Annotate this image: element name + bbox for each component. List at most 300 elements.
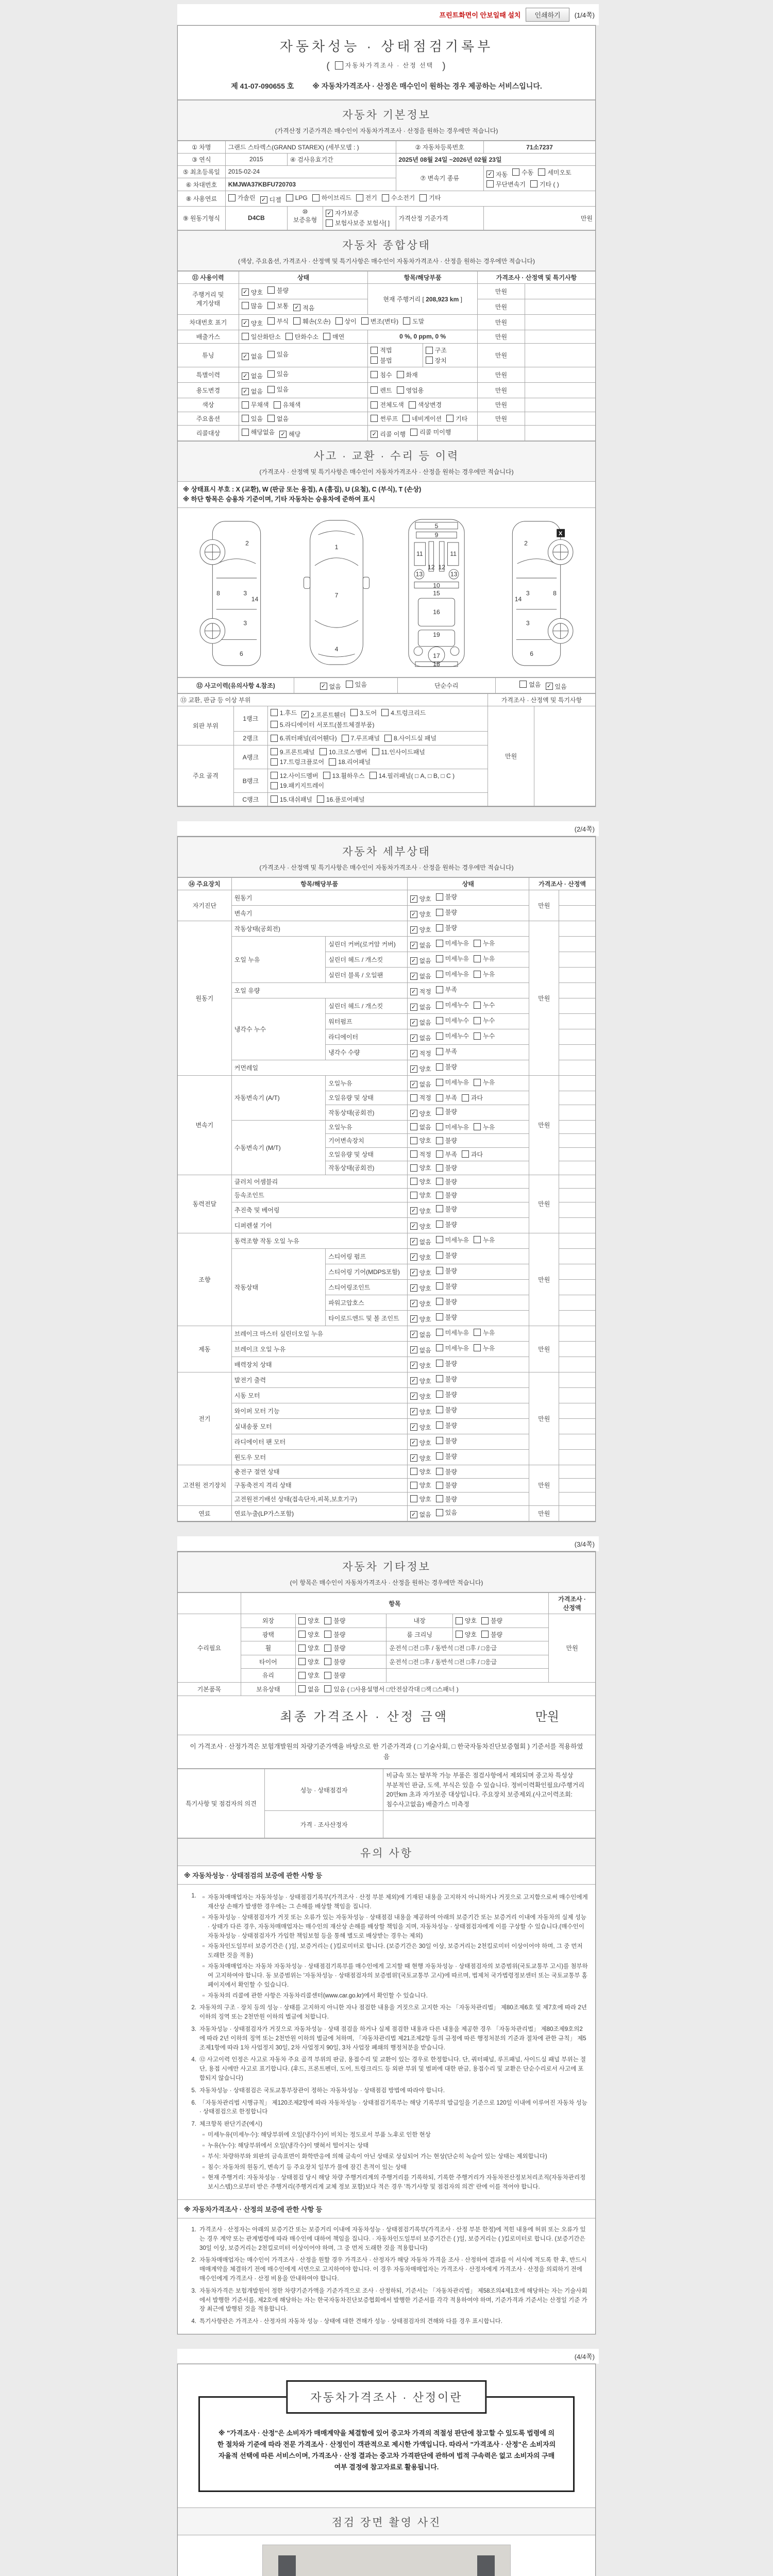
note-cell[interactable] <box>559 1357 595 1372</box>
checkbox-option[interactable] <box>410 1423 431 1432</box>
unchecked-checkbox-icon[interactable] <box>326 219 333 227</box>
note-cell[interactable] <box>559 1014 595 1029</box>
unchecked-checkbox-icon[interactable] <box>410 429 417 436</box>
checkbox-option[interactable] <box>410 1238 431 1246</box>
note-cell[interactable] <box>559 998 595 1014</box>
checkbox-option[interactable] <box>371 400 404 409</box>
checkbox-option[interactable] <box>298 1643 320 1652</box>
unchecked-checkbox-icon[interactable] <box>228 194 236 201</box>
unchecked-checkbox-icon[interactable] <box>323 333 330 340</box>
note-cell[interactable] <box>559 1310 595 1326</box>
unchecked-checkbox-icon[interactable] <box>474 955 481 962</box>
checkbox-option[interactable] <box>298 1616 320 1625</box>
unchecked-checkbox-icon[interactable] <box>286 194 293 201</box>
checkbox-option[interactable] <box>410 1268 431 1277</box>
unchecked-checkbox-icon[interactable] <box>456 1631 463 1638</box>
unchecked-checkbox-icon[interactable] <box>410 1164 417 1172</box>
checkbox-option[interactable] <box>410 1064 431 1073</box>
unchecked-checkbox-icon[interactable] <box>436 1251 443 1259</box>
checkbox-option[interactable] <box>436 1093 457 1102</box>
checkbox-option[interactable] <box>436 1375 457 1383</box>
note-cell[interactable] <box>559 1120 595 1134</box>
checkbox-option[interactable] <box>530 180 559 189</box>
checked-checkbox-icon[interactable]: ✓ <box>410 926 417 934</box>
print-button[interactable]: 인쇄하기 <box>526 8 569 22</box>
checkbox-option[interactable] <box>271 720 375 729</box>
checked-checkbox-icon[interactable]: ✓ <box>410 1377 417 1384</box>
checkbox-option[interactable] <box>436 1359 457 1368</box>
checkbox-option[interactable] <box>512 168 533 177</box>
checkbox-option[interactable] <box>436 954 469 963</box>
unchecked-checkbox-icon[interactable] <box>436 1267 443 1274</box>
checkbox-option[interactable] <box>298 1685 320 1693</box>
unchecked-checkbox-icon[interactable] <box>436 940 443 947</box>
unchecked-checkbox-icon[interactable] <box>486 180 494 188</box>
checked-checkbox-icon[interactable]: ✓ <box>410 1207 417 1214</box>
checkbox-option[interactable] <box>271 771 318 780</box>
note-cell[interactable] <box>534 706 595 806</box>
checkbox-option[interactable] <box>410 1454 431 1463</box>
checkbox-option[interactable] <box>320 682 341 691</box>
note-cell[interactable] <box>559 1217 595 1233</box>
checkbox-option[interactable] <box>474 1078 495 1087</box>
unchecked-checkbox-icon[interactable] <box>481 1631 489 1638</box>
unchecked-checkbox-icon[interactable] <box>346 681 353 688</box>
checked-checkbox-icon[interactable]: ✓ <box>242 319 249 327</box>
unchecked-checkbox-icon[interactable] <box>436 1406 443 1413</box>
checkbox-option[interactable] <box>371 430 406 438</box>
unchecked-checkbox-icon[interactable] <box>474 971 481 978</box>
unchecked-checkbox-icon[interactable] <box>298 1672 306 1679</box>
note-cell[interactable] <box>525 412 595 426</box>
checked-checkbox-icon[interactable]: ✓ <box>371 431 378 438</box>
unchecked-checkbox-icon[interactable] <box>285 333 293 340</box>
checked-checkbox-icon[interactable]: ✓ <box>279 431 287 438</box>
note-cell[interactable] <box>525 344 595 367</box>
note-cell[interactable] <box>559 1326 595 1341</box>
unchecked-checkbox-icon[interactable] <box>267 317 275 325</box>
unchecked-checkbox-icon[interactable] <box>298 1631 306 1638</box>
checkbox-option[interactable] <box>436 1016 469 1025</box>
unchecked-checkbox-icon[interactable] <box>538 168 545 176</box>
checked-checkbox-icon[interactable]: ✓ <box>410 1238 417 1245</box>
checkbox-option[interactable] <box>436 1136 457 1145</box>
checkbox-option[interactable] <box>242 371 263 380</box>
unchecked-checkbox-icon[interactable] <box>320 748 327 755</box>
checkbox-option[interactable] <box>462 1150 483 1159</box>
checkbox-option[interactable] <box>298 1671 320 1680</box>
note-cell[interactable] <box>559 1202 595 1217</box>
checkbox-option[interactable] <box>436 970 469 978</box>
checked-checkbox-icon[interactable]: ✓ <box>260 196 267 204</box>
checked-checkbox-icon[interactable]: ✓ <box>410 1408 417 1415</box>
checked-checkbox-icon[interactable]: ✓ <box>410 1269 417 1276</box>
note-cell[interactable] <box>559 1295 595 1310</box>
unchecked-checkbox-icon[interactable] <box>324 1672 331 1679</box>
unchecked-checkbox-icon[interactable] <box>436 1421 443 1429</box>
unchecked-checkbox-icon[interactable] <box>474 1123 481 1130</box>
checkbox-option[interactable] <box>293 303 314 312</box>
unchecked-checkbox-icon[interactable] <box>384 735 392 742</box>
checkbox-option[interactable] <box>267 317 289 326</box>
checkbox-option[interactable] <box>474 1344 495 1352</box>
checkbox-option[interactable] <box>410 1163 431 1172</box>
note-cell[interactable] <box>559 1029 595 1045</box>
checkbox-option[interactable] <box>410 1467 431 1476</box>
unchecked-checkbox-icon[interactable] <box>267 370 275 378</box>
note-cell[interactable] <box>559 1147 595 1161</box>
checkbox-option[interactable] <box>382 193 415 202</box>
note-cell[interactable] <box>559 1506 595 1521</box>
unchecked-checkbox-icon[interactable] <box>436 971 443 978</box>
checkbox-option[interactable] <box>326 218 390 227</box>
checkbox-option[interactable] <box>285 332 318 341</box>
unchecked-checkbox-icon[interactable] <box>293 317 300 325</box>
checked-checkbox-icon[interactable]: ✓ <box>410 1454 417 1462</box>
checkbox-option[interactable] <box>481 1630 502 1639</box>
note-cell[interactable] <box>559 1449 595 1465</box>
checkbox-option[interactable] <box>486 170 508 179</box>
note-cell[interactable] <box>559 1045 595 1060</box>
checked-checkbox-icon[interactable]: ✓ <box>410 1004 417 1011</box>
checkbox-option[interactable] <box>410 1018 431 1027</box>
checkbox-option[interactable] <box>267 385 289 394</box>
unchecked-checkbox-icon[interactable] <box>426 347 433 354</box>
unchecked-checkbox-icon[interactable] <box>242 333 249 340</box>
unchecked-checkbox-icon[interactable] <box>436 1017 443 1024</box>
unchecked-checkbox-icon[interactable] <box>410 1150 417 1158</box>
checkbox-option[interactable] <box>381 708 426 717</box>
checkbox-option[interactable] <box>271 795 312 804</box>
unchecked-checkbox-icon[interactable] <box>530 180 537 188</box>
checkbox-option[interactable] <box>546 682 567 691</box>
note-cell[interactable] <box>559 1264 595 1279</box>
unchecked-checkbox-icon[interactable] <box>324 1685 331 1692</box>
checkbox-option[interactable] <box>436 1266 457 1275</box>
checkbox-option[interactable] <box>329 757 371 766</box>
checkbox-option[interactable] <box>279 430 300 438</box>
checkbox-option[interactable] <box>267 286 289 295</box>
checkbox-option[interactable] <box>481 1616 502 1625</box>
unchecked-checkbox-icon[interactable] <box>410 1178 417 1185</box>
checkbox-option[interactable] <box>456 1616 477 1625</box>
note-cell[interactable] <box>525 383 595 398</box>
unchecked-checkbox-icon[interactable] <box>323 772 330 779</box>
checked-checkbox-icon[interactable]: ✓ <box>293 304 300 311</box>
checkbox-option[interactable] <box>324 1630 345 1639</box>
note-cell[interactable] <box>559 1492 595 1506</box>
unchecked-checkbox-icon[interactable] <box>381 709 389 716</box>
checked-checkbox-icon[interactable]: ✓ <box>410 1423 417 1431</box>
checkbox-option[interactable] <box>242 387 263 396</box>
checkbox-option[interactable] <box>410 1033 431 1042</box>
note-cell[interactable] <box>559 890 595 906</box>
checkbox-option[interactable] <box>320 748 367 756</box>
unchecked-checkbox-icon[interactable] <box>409 401 416 409</box>
note-cell[interactable] <box>559 1248 595 1264</box>
checkbox-option[interactable] <box>436 1251 457 1260</box>
checkbox-option[interactable] <box>410 1315 431 1324</box>
note-cell[interactable] <box>559 1465 595 1479</box>
checkbox-option[interactable] <box>228 193 256 202</box>
unchecked-checkbox-icon[interactable] <box>410 1192 417 1199</box>
unchecked-checkbox-icon[interactable] <box>436 1002 443 1009</box>
unchecked-checkbox-icon[interactable] <box>436 1437 443 1444</box>
unchecked-checkbox-icon[interactable] <box>410 1094 417 1101</box>
unchecked-checkbox-icon[interactable] <box>436 1094 443 1101</box>
checkbox-option[interactable] <box>271 781 324 790</box>
checkbox-option[interactable] <box>371 370 392 379</box>
note-cell[interactable] <box>559 921 595 937</box>
checkbox-option[interactable] <box>286 194 308 201</box>
unchecked-checkbox-icon[interactable] <box>410 1482 417 1489</box>
checkbox-option[interactable] <box>356 193 377 202</box>
checkbox-option[interactable] <box>436 1405 457 1414</box>
unchecked-checkbox-icon[interactable] <box>410 1468 417 1475</box>
checkbox-option[interactable] <box>410 1361 431 1370</box>
checkbox-option[interactable] <box>436 1047 457 1056</box>
checked-checkbox-icon[interactable]: ✓ <box>410 1253 417 1261</box>
checkbox-option[interactable] <box>301 710 346 719</box>
unchecked-checkbox-icon[interactable] <box>436 1032 443 1040</box>
unchecked-checkbox-icon[interactable] <box>298 1685 306 1692</box>
checkbox-option[interactable] <box>371 356 392 365</box>
unchecked-checkbox-icon[interactable] <box>419 194 427 201</box>
checkbox-option[interactable] <box>436 1436 457 1445</box>
checked-checkbox-icon[interactable]: ✓ <box>410 1346 417 1353</box>
unchecked-checkbox-icon[interactable] <box>436 1344 443 1351</box>
checkbox-option[interactable] <box>410 1299 431 1308</box>
unchecked-checkbox-icon[interactable] <box>436 924 443 931</box>
checkbox-option[interactable] <box>350 708 377 717</box>
unchecked-checkbox-icon[interactable] <box>436 1360 443 1367</box>
unchecked-checkbox-icon[interactable] <box>474 1079 481 1086</box>
checkbox-option[interactable] <box>312 193 351 202</box>
note-cell[interactable] <box>559 1403 595 1418</box>
checked-checkbox-icon[interactable]: ✓ <box>301 711 309 718</box>
checkbox-option[interactable] <box>323 771 365 780</box>
unchecked-checkbox-icon[interactable] <box>436 1178 443 1185</box>
checkbox-option[interactable] <box>242 352 263 361</box>
checkbox-option[interactable] <box>436 1313 457 1321</box>
unchecked-checkbox-icon[interactable] <box>436 986 443 993</box>
checkbox-option[interactable] <box>436 1235 469 1244</box>
checkbox-option[interactable] <box>346 680 367 689</box>
checkbox-option[interactable] <box>436 1390 457 1399</box>
checkbox-option[interactable] <box>298 1630 320 1639</box>
unchecked-checkbox-icon[interactable] <box>436 1313 443 1320</box>
checkbox-option[interactable] <box>474 954 495 963</box>
unchecked-checkbox-icon[interactable] <box>436 1236 443 1243</box>
unchecked-checkbox-icon[interactable] <box>242 401 249 409</box>
checkbox-option[interactable] <box>267 414 289 423</box>
unchecked-checkbox-icon[interactable] <box>436 1329 443 1336</box>
checkbox-option[interactable] <box>324 1685 458 1693</box>
checkbox-option[interactable] <box>436 1481 457 1489</box>
checked-checkbox-icon[interactable]: ✓ <box>326 210 333 217</box>
note-cell[interactable] <box>559 1060 595 1076</box>
unchecked-checkbox-icon[interactable] <box>519 681 527 688</box>
checkbox-option[interactable] <box>474 970 495 978</box>
checkbox-option[interactable] <box>410 1377 431 1385</box>
checkbox-option[interactable] <box>410 1093 431 1102</box>
unchecked-checkbox-icon[interactable] <box>335 317 343 325</box>
checked-checkbox-icon[interactable]: ✓ <box>242 388 249 395</box>
checkbox-option[interactable] <box>242 332 281 341</box>
unchecked-checkbox-icon[interactable] <box>474 1329 481 1336</box>
checked-checkbox-icon[interactable]: ✓ <box>410 1050 417 1057</box>
unchecked-checkbox-icon[interactable] <box>436 1123 443 1130</box>
checkbox-option[interactable] <box>410 1123 431 1131</box>
unchecked-checkbox-icon[interactable] <box>512 168 519 176</box>
unchecked-checkbox-icon[interactable] <box>324 1631 331 1638</box>
checkbox-option[interactable] <box>474 1016 495 1025</box>
unchecked-checkbox-icon[interactable] <box>436 909 443 916</box>
unchecked-checkbox-icon[interactable] <box>298 1617 306 1624</box>
checked-checkbox-icon[interactable]: ✓ <box>410 1284 417 1292</box>
checkbox-option[interactable] <box>436 1421 457 1430</box>
checkbox-option[interactable] <box>436 1177 457 1186</box>
unchecked-checkbox-icon[interactable] <box>267 302 275 309</box>
checkbox-option[interactable] <box>436 1495 457 1503</box>
unchecked-checkbox-icon[interactable] <box>371 386 378 394</box>
checked-checkbox-icon[interactable]: ✓ <box>410 1019 417 1026</box>
unchecked-checkbox-icon[interactable] <box>274 401 281 409</box>
checkbox-option[interactable] <box>410 1495 431 1503</box>
note-cell[interactable] <box>559 1279 595 1295</box>
checkbox-option[interactable] <box>242 428 275 436</box>
checkbox-option[interactable] <box>410 1438 431 1447</box>
unchecked-checkbox-icon[interactable] <box>436 1391 443 1398</box>
checkbox-option[interactable] <box>436 1001 469 1009</box>
checked-checkbox-icon[interactable]: ✓ <box>410 1511 417 1518</box>
note-cell[interactable] <box>559 1341 595 1357</box>
note-cell[interactable] <box>559 1091 595 1105</box>
checkbox-option[interactable] <box>436 1191 457 1199</box>
checkbox-option[interactable] <box>410 1408 431 1416</box>
unchecked-checkbox-icon[interactable] <box>371 401 378 409</box>
unchecked-checkbox-icon[interactable] <box>324 1617 331 1624</box>
unchecked-checkbox-icon[interactable] <box>298 1645 306 1652</box>
unchecked-checkbox-icon[interactable] <box>372 748 379 755</box>
checkbox-option[interactable] <box>426 356 447 365</box>
unchecked-checkbox-icon[interactable] <box>436 1150 443 1158</box>
checkbox-option[interactable] <box>271 708 297 717</box>
unchecked-checkbox-icon[interactable] <box>369 772 377 779</box>
checkbox-option[interactable] <box>242 400 269 409</box>
checkbox-option[interactable] <box>410 987 431 996</box>
checkbox-option[interactable] <box>242 301 263 310</box>
checkbox-option[interactable] <box>397 386 424 395</box>
checkbox-option[interactable] <box>410 1177 431 1186</box>
checkbox-option[interactable] <box>242 319 263 328</box>
unchecked-checkbox-icon[interactable] <box>342 735 349 742</box>
price-survey-checkbox[interactable] <box>335 60 439 73</box>
unchecked-checkbox-icon[interactable] <box>267 286 275 294</box>
checkbox-option[interactable] <box>324 1671 345 1680</box>
note-cell[interactable] <box>559 1189 595 1202</box>
checkbox-option[interactable] <box>410 1080 431 1089</box>
checkbox-option[interactable] <box>324 1643 345 1652</box>
checkbox-option[interactable] <box>436 1150 457 1159</box>
note-cell[interactable] <box>559 1233 595 1248</box>
checked-checkbox-icon[interactable]: ✓ <box>410 1110 417 1117</box>
note-cell[interactable] <box>559 1076 595 1091</box>
unchecked-checkbox-icon[interactable] <box>410 1123 417 1130</box>
checkbox-option[interactable] <box>372 748 425 756</box>
unchecked-checkbox-icon[interactable] <box>356 194 363 201</box>
checkbox-option[interactable] <box>436 923 457 932</box>
checkbox-option[interactable] <box>436 892 457 901</box>
checkbox-option[interactable] <box>474 1031 495 1040</box>
unchecked-checkbox-icon[interactable] <box>242 302 249 309</box>
unchecked-checkbox-icon[interactable] <box>371 371 378 378</box>
checked-checkbox-icon[interactable]: ✓ <box>242 289 249 296</box>
checked-checkbox-icon[interactable]: ✓ <box>410 988 417 995</box>
checkbox-option[interactable] <box>397 370 418 379</box>
unchecked-checkbox-icon[interactable] <box>242 429 249 436</box>
unchecked-checkbox-icon[interactable] <box>410 1495 417 1502</box>
note-cell[interactable] <box>525 398 595 412</box>
checkbox-option[interactable] <box>436 1344 469 1352</box>
checkbox-option[interactable] <box>519 680 541 689</box>
checkbox-option[interactable] <box>361 317 398 326</box>
checkbox-option[interactable] <box>436 1205 457 1213</box>
checkbox-option[interactable] <box>436 1282 457 1291</box>
checkbox-option[interactable] <box>436 1220 457 1229</box>
checkbox-option[interactable] <box>342 734 380 742</box>
note-cell[interactable] <box>559 1479 595 1493</box>
unchecked-checkbox-icon[interactable] <box>371 415 378 422</box>
checkbox-option[interactable] <box>323 332 344 341</box>
checkbox-option[interactable] <box>371 414 398 423</box>
checkbox-option[interactable] <box>436 908 457 917</box>
checkbox-option[interactable] <box>410 1481 431 1489</box>
unchecked-checkbox-icon[interactable] <box>436 1137 443 1144</box>
unchecked-checkbox-icon[interactable] <box>402 415 410 422</box>
note-cell[interactable] <box>559 1387 595 1403</box>
unchecked-checkbox-icon[interactable] <box>350 709 358 716</box>
checkbox-option[interactable] <box>410 1222 431 1231</box>
checkbox-option[interactable] <box>410 925 431 934</box>
checkbox-option[interactable] <box>410 941 431 950</box>
checkbox-option[interactable] <box>384 734 436 742</box>
note-cell[interactable] <box>559 1434 595 1449</box>
checked-checkbox-icon[interactable]: ✓ <box>410 1393 417 1400</box>
unchecked-checkbox-icon[interactable] <box>329 758 336 766</box>
checkbox-option[interactable] <box>410 910 431 919</box>
checkbox-option[interactable] <box>335 317 357 326</box>
checkbox-option[interactable] <box>474 1001 495 1009</box>
checkbox-option[interactable] <box>274 400 301 409</box>
unchecked-checkbox-icon[interactable] <box>436 1164 443 1172</box>
checkbox-option[interactable] <box>436 1508 457 1517</box>
checkbox-option[interactable] <box>486 180 526 189</box>
unchecked-checkbox-icon[interactable] <box>410 1137 417 1144</box>
unchecked-checkbox-icon[interactable] <box>462 1150 469 1158</box>
checkbox-option[interactable] <box>410 1191 431 1199</box>
unchecked-checkbox-icon[interactable] <box>271 721 278 728</box>
unchecked-checkbox-icon[interactable] <box>317 795 324 803</box>
unchecked-checkbox-icon[interactable] <box>436 1079 443 1086</box>
checked-checkbox-icon[interactable]: ✓ <box>410 1362 417 1369</box>
checked-checkbox-icon[interactable]: ✓ <box>410 1081 417 1088</box>
checkbox-option[interactable] <box>474 1235 495 1244</box>
unchecked-checkbox-icon[interactable] <box>474 940 481 947</box>
unchecked-checkbox-icon[interactable] <box>242 415 249 422</box>
note-cell[interactable] <box>559 906 595 921</box>
checked-checkbox-icon[interactable]: ✓ <box>320 683 327 690</box>
